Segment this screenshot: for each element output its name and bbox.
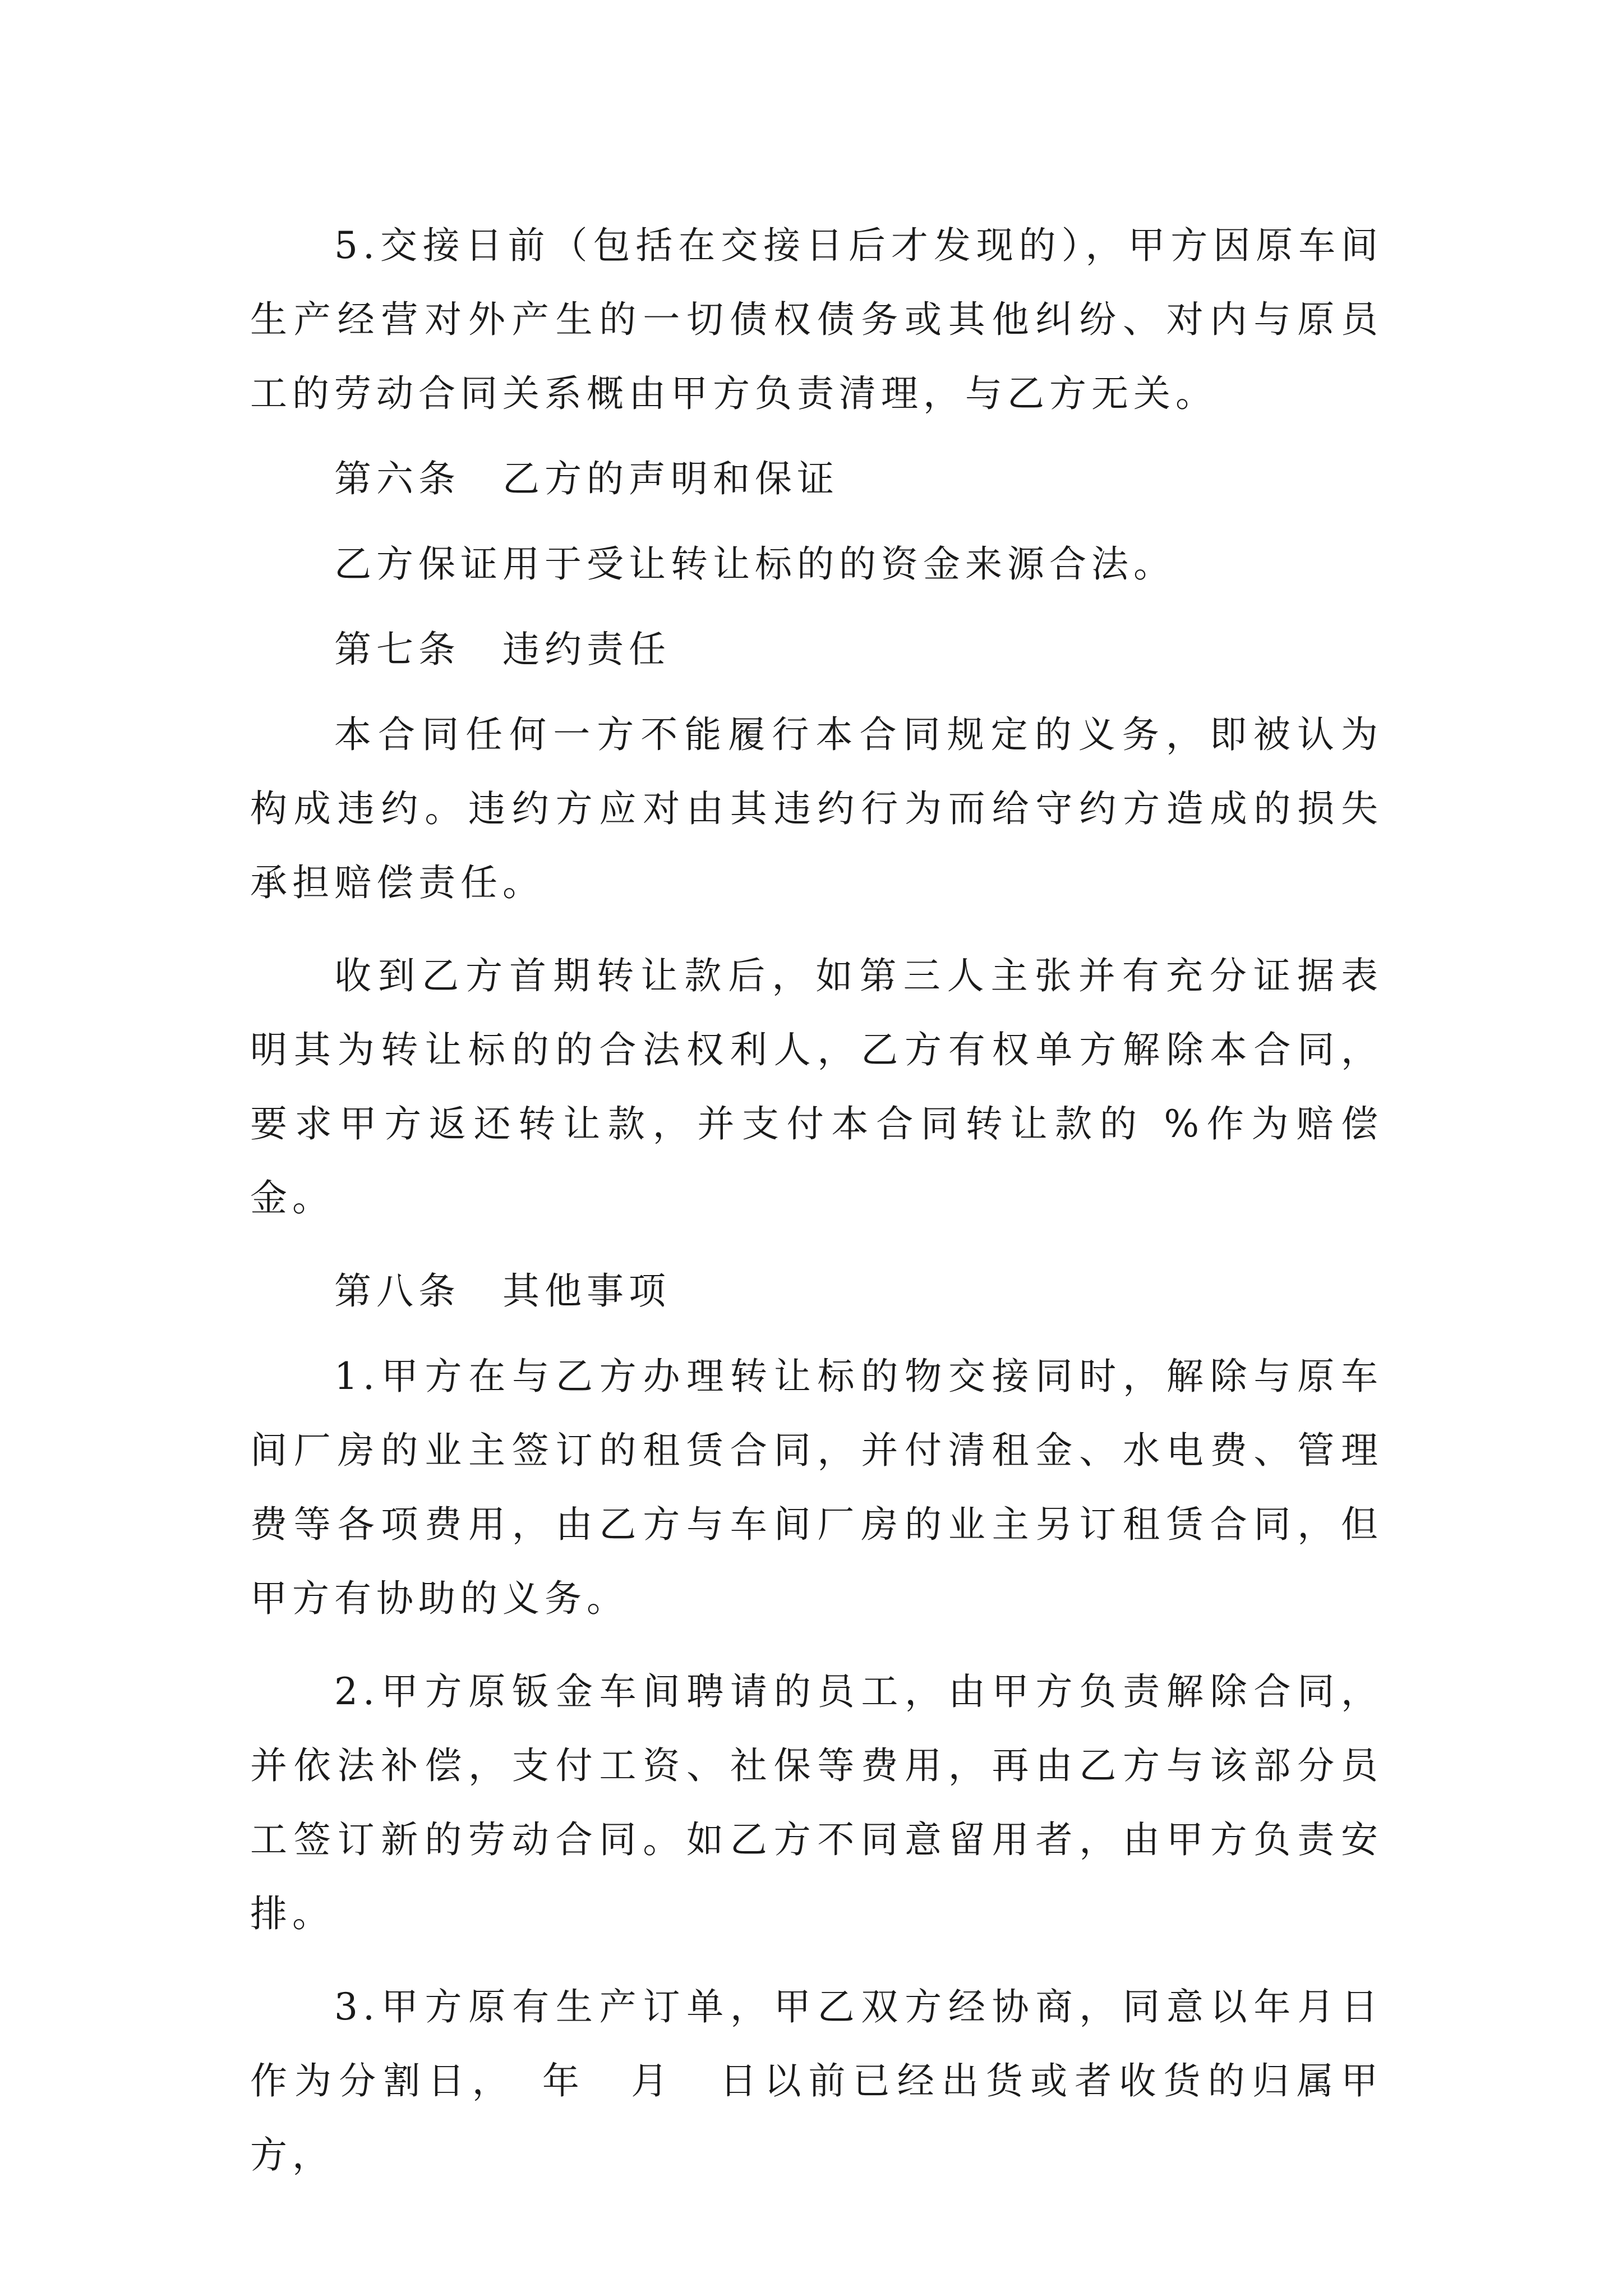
paragraph-article-8-item-3: 3.甲方原有生产订单，甲乙双方经协商，同意以年月日作为分割日， 年 月 日以前已经出货或者收货的归属甲方， [250, 1985, 1383, 2177]
document-body [250, 209, 1383, 2192]
heading-article-8: 第八条 其他事项 [334, 1269, 671, 1313]
paragraph-clause-5: 5.交接日前（包括在交接日后才发现的），甲方因原车间生产经营对外产生的一切债权债务或其他纠纷、对内与原员工的劳动合同关系概由甲方负责清理，与乙方无关。 [250, 224, 1383, 415]
heading-article-7: 第七条 违约责任 [334, 628, 671, 671]
paragraph-article-8-item-1: 1.甲方在与乙方办理转让标的物交接同时，解除与原车间厂房的业主签订的租赁合同，并付清租金、水电费、管理费等各项费用，由乙方与车间厂房的业主另订租赁合同，但甲方有协助的义务。 [250, 1355, 1383, 1620]
paragraph-article-8-item-2: 2.甲方原钣金车间聘请的员工，由甲方负责解除合同，并依法补偿，支付工资、社保等费用，再由乙方与该部分员工签订新的劳动合同。如乙方不同意留用者，由甲方负责安排。 [250, 1670, 1383, 1935]
paragraph-article-7-compensation: 收到乙方首期转让款后，如第三人主张并有充分证据表明其为转让标的的合法权利人，乙方有权单方解除本合同，要求甲方返还转让款，并支付本合同转让款的 %作为赔偿金。 [250, 954, 1383, 1220]
paragraph-article-7-body: 本合同任何一方不能履行本合同规定的义务，即被认为构成违约。违约方应对由其违约行为而给守约方造成的损失承担赔偿责任。 [250, 713, 1383, 904]
heading-article-6: 第六条 乙方的声明和保证 [334, 457, 839, 500]
paragraph-article-6-body: 乙方保证用于受让转让标的的资金来源合法。 [334, 542, 1175, 586]
